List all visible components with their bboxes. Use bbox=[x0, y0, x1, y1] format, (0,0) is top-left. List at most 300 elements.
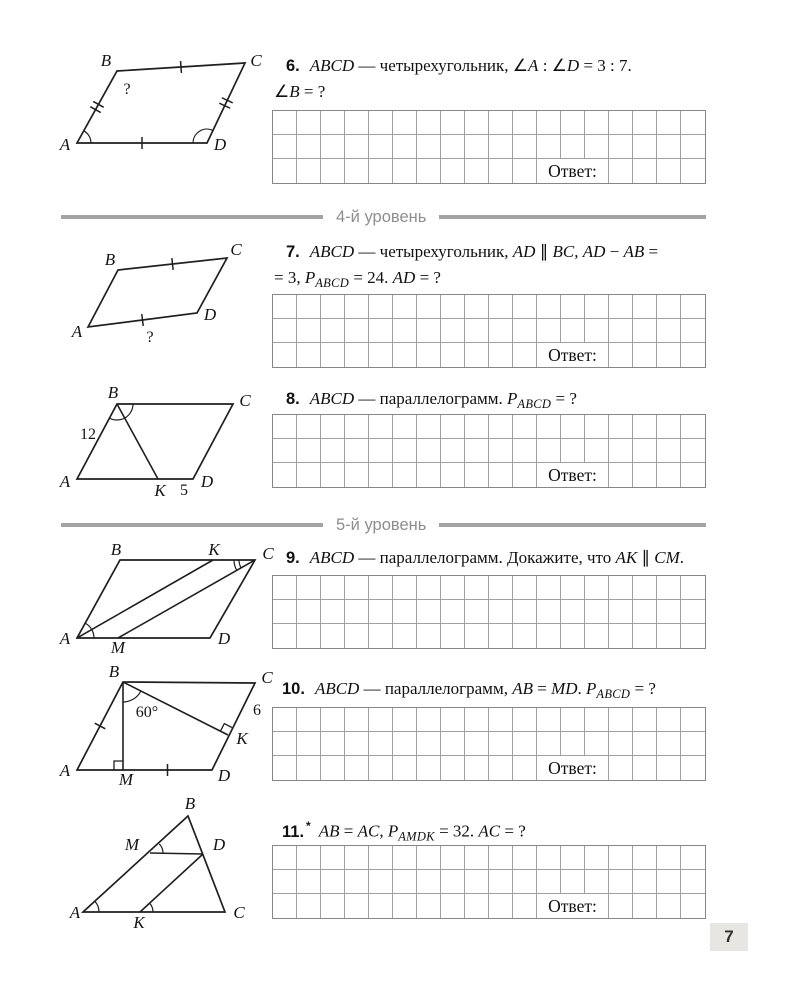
grid-cell[interactable] bbox=[513, 111, 537, 135]
grid-cell[interactable] bbox=[537, 439, 561, 463]
grid-cell[interactable] bbox=[417, 624, 441, 648]
grid-cell[interactable] bbox=[417, 732, 441, 756]
grid-cell[interactable] bbox=[321, 295, 345, 319]
grid-cell[interactable] bbox=[513, 756, 537, 780]
grid-cell[interactable] bbox=[297, 624, 321, 648]
answer-grid[interactable] bbox=[272, 707, 706, 781]
grid-cell[interactable] bbox=[321, 159, 345, 183]
grid-cell[interactable] bbox=[441, 111, 465, 135]
grid-cell[interactable] bbox=[633, 415, 657, 439]
grid-cell[interactable] bbox=[273, 415, 297, 439]
grid-cell[interactable] bbox=[417, 756, 441, 780]
grid-cell[interactable] bbox=[489, 600, 513, 624]
grid-cell[interactable] bbox=[657, 600, 681, 624]
grid-cell[interactable] bbox=[321, 463, 345, 487]
grid-cell[interactable] bbox=[513, 894, 537, 918]
grid-cell[interactable] bbox=[657, 295, 681, 319]
grid-cell[interactable] bbox=[417, 576, 441, 600]
grid-cell[interactable] bbox=[657, 111, 681, 135]
grid-cell[interactable] bbox=[345, 732, 369, 756]
grid-cell[interactable] bbox=[489, 159, 513, 183]
grid-cell[interactable] bbox=[609, 439, 633, 463]
grid-cell[interactable] bbox=[393, 576, 417, 600]
grid-cell[interactable] bbox=[513, 576, 537, 600]
grid-cell[interactable] bbox=[681, 894, 705, 918]
grid-cell[interactable] bbox=[297, 846, 321, 870]
grid-cell[interactable] bbox=[441, 463, 465, 487]
grid-cell[interactable] bbox=[393, 439, 417, 463]
grid-cell[interactable] bbox=[345, 319, 369, 343]
grid-cell[interactable] bbox=[681, 600, 705, 624]
grid-cell[interactable] bbox=[369, 343, 393, 367]
grid-cell[interactable] bbox=[657, 319, 681, 343]
grid-cell[interactable] bbox=[681, 319, 705, 343]
grid-cell[interactable] bbox=[297, 319, 321, 343]
grid-cell[interactable] bbox=[537, 415, 561, 439]
grid-cell[interactable] bbox=[537, 708, 561, 732]
grid-cell[interactable] bbox=[273, 343, 297, 367]
grid-cell[interactable] bbox=[465, 295, 489, 319]
grid-cell[interactable] bbox=[345, 111, 369, 135]
grid-cell[interactable] bbox=[513, 439, 537, 463]
grid-cell[interactable] bbox=[681, 624, 705, 648]
grid-cell[interactable] bbox=[585, 415, 609, 439]
grid-cell[interactable] bbox=[369, 756, 393, 780]
grid-cell[interactable] bbox=[441, 319, 465, 343]
grid-cell[interactable] bbox=[417, 135, 441, 159]
grid-cell[interactable] bbox=[609, 343, 633, 367]
grid-cell[interactable] bbox=[369, 600, 393, 624]
grid-cell[interactable] bbox=[465, 894, 489, 918]
grid-cell[interactable] bbox=[585, 870, 609, 894]
grid-cell[interactable] bbox=[681, 463, 705, 487]
grid-cell[interactable] bbox=[393, 343, 417, 367]
grid-cell[interactable] bbox=[489, 343, 513, 367]
grid-cell[interactable] bbox=[489, 111, 513, 135]
grid-cell[interactable] bbox=[513, 624, 537, 648]
grid-cell[interactable] bbox=[537, 600, 561, 624]
grid-cell[interactable] bbox=[537, 624, 561, 648]
grid-cell[interactable] bbox=[369, 576, 393, 600]
grid-cell[interactable] bbox=[393, 463, 417, 487]
grid-cell[interactable] bbox=[513, 600, 537, 624]
grid-cell[interactable] bbox=[657, 870, 681, 894]
grid-cell[interactable] bbox=[585, 846, 609, 870]
grid-cell[interactable] bbox=[321, 135, 345, 159]
grid-cell[interactable] bbox=[489, 439, 513, 463]
grid-cell[interactable] bbox=[585, 295, 609, 319]
grid-cell[interactable] bbox=[681, 295, 705, 319]
grid-cell[interactable] bbox=[633, 756, 657, 780]
grid-cell[interactable] bbox=[393, 135, 417, 159]
grid-cell[interactable] bbox=[681, 415, 705, 439]
grid-cell[interactable] bbox=[609, 600, 633, 624]
grid-cell[interactable] bbox=[633, 159, 657, 183]
grid-cell[interactable] bbox=[465, 111, 489, 135]
grid-cell[interactable] bbox=[465, 319, 489, 343]
grid-cell[interactable] bbox=[561, 439, 585, 463]
grid-cell[interactable] bbox=[297, 894, 321, 918]
grid-cell[interactable] bbox=[393, 846, 417, 870]
grid-cell[interactable] bbox=[633, 295, 657, 319]
grid-cell[interactable] bbox=[561, 415, 585, 439]
grid-cell[interactable] bbox=[633, 846, 657, 870]
answer-grid[interactable] bbox=[272, 110, 706, 184]
grid-cell[interactable] bbox=[441, 295, 465, 319]
grid-cell[interactable] bbox=[393, 756, 417, 780]
grid-cell[interactable] bbox=[609, 111, 633, 135]
grid-cell[interactable] bbox=[345, 159, 369, 183]
grid-cell[interactable] bbox=[345, 600, 369, 624]
grid-cell[interactable] bbox=[273, 708, 297, 732]
grid-cell[interactable] bbox=[489, 576, 513, 600]
grid-cell[interactable] bbox=[633, 343, 657, 367]
grid-cell[interactable] bbox=[633, 600, 657, 624]
grid-cell[interactable] bbox=[393, 600, 417, 624]
grid-cell[interactable] bbox=[513, 343, 537, 367]
grid-cell[interactable] bbox=[513, 415, 537, 439]
grid-cell[interactable] bbox=[489, 732, 513, 756]
grid-cell[interactable] bbox=[345, 576, 369, 600]
grid-cell[interactable] bbox=[633, 576, 657, 600]
grid-cell[interactable] bbox=[561, 111, 585, 135]
grid-cell[interactable] bbox=[633, 732, 657, 756]
grid-cell[interactable] bbox=[537, 111, 561, 135]
grid-cell[interactable] bbox=[657, 708, 681, 732]
grid-cell[interactable] bbox=[561, 576, 585, 600]
grid-cell[interactable] bbox=[345, 846, 369, 870]
grid-cell[interactable] bbox=[345, 870, 369, 894]
grid-cell[interactable] bbox=[537, 135, 561, 159]
grid-cell[interactable] bbox=[489, 756, 513, 780]
grid-cell[interactable] bbox=[585, 708, 609, 732]
grid-cell[interactable] bbox=[345, 415, 369, 439]
grid-cell[interactable] bbox=[681, 756, 705, 780]
grid-cell[interactable] bbox=[657, 732, 681, 756]
grid-cell[interactable] bbox=[609, 870, 633, 894]
grid-cell[interactable] bbox=[273, 111, 297, 135]
grid-cell[interactable] bbox=[489, 135, 513, 159]
grid-cell[interactable] bbox=[657, 343, 681, 367]
grid-cell[interactable] bbox=[489, 319, 513, 343]
grid-cell[interactable] bbox=[273, 159, 297, 183]
grid-cell[interactable] bbox=[345, 343, 369, 367]
grid-cell[interactable] bbox=[393, 870, 417, 894]
grid-cell[interactable] bbox=[609, 756, 633, 780]
grid-cell[interactable] bbox=[513, 463, 537, 487]
grid-cell[interactable] bbox=[273, 439, 297, 463]
grid-cell[interactable] bbox=[657, 756, 681, 780]
grid-cell[interactable] bbox=[369, 708, 393, 732]
grid-cell[interactable] bbox=[297, 756, 321, 780]
grid-cell[interactable] bbox=[513, 319, 537, 343]
grid-cell[interactable] bbox=[369, 111, 393, 135]
answer-grid[interactable] bbox=[272, 845, 706, 919]
grid-cell[interactable] bbox=[417, 870, 441, 894]
grid-cell[interactable] bbox=[609, 624, 633, 648]
grid-cell[interactable] bbox=[561, 600, 585, 624]
grid-cell[interactable] bbox=[513, 846, 537, 870]
grid-cell[interactable] bbox=[321, 576, 345, 600]
grid-cell[interactable] bbox=[273, 463, 297, 487]
grid-cell[interactable] bbox=[441, 756, 465, 780]
grid-cell[interactable] bbox=[297, 600, 321, 624]
grid-cell[interactable] bbox=[393, 295, 417, 319]
grid-cell[interactable] bbox=[537, 732, 561, 756]
grid-cell[interactable] bbox=[561, 319, 585, 343]
grid-cell[interactable] bbox=[513, 295, 537, 319]
grid-cell[interactable] bbox=[345, 295, 369, 319]
grid-cell[interactable] bbox=[345, 894, 369, 918]
grid-cell[interactable] bbox=[441, 159, 465, 183]
grid-cell[interactable] bbox=[489, 463, 513, 487]
grid-cell[interactable] bbox=[321, 319, 345, 343]
grid-cell[interactable] bbox=[273, 756, 297, 780]
grid-cell[interactable] bbox=[369, 894, 393, 918]
grid-cell[interactable] bbox=[465, 732, 489, 756]
grid-cell[interactable] bbox=[297, 295, 321, 319]
grid-cell[interactable] bbox=[657, 439, 681, 463]
grid-cell[interactable] bbox=[585, 319, 609, 343]
grid-cell[interactable] bbox=[321, 343, 345, 367]
grid-cell[interactable] bbox=[345, 708, 369, 732]
grid-cell[interactable] bbox=[465, 576, 489, 600]
grid-cell[interactable] bbox=[561, 846, 585, 870]
grid-cell[interactable] bbox=[609, 295, 633, 319]
grid-cell[interactable] bbox=[465, 708, 489, 732]
grid-cell[interactable] bbox=[321, 624, 345, 648]
grid-cell[interactable] bbox=[585, 732, 609, 756]
grid-cell[interactable] bbox=[345, 756, 369, 780]
grid-cell[interactable] bbox=[273, 319, 297, 343]
grid-cell[interactable] bbox=[369, 846, 393, 870]
grid-cell[interactable] bbox=[417, 708, 441, 732]
grid-cell[interactable] bbox=[681, 732, 705, 756]
grid-cell[interactable] bbox=[273, 894, 297, 918]
answer-grid[interactable] bbox=[272, 294, 706, 368]
grid-cell[interactable] bbox=[417, 295, 441, 319]
grid-cell[interactable] bbox=[537, 870, 561, 894]
grid-cell[interactable] bbox=[633, 624, 657, 648]
grid-cell[interactable] bbox=[273, 135, 297, 159]
grid-cell[interactable] bbox=[513, 159, 537, 183]
grid-cell[interactable] bbox=[441, 624, 465, 648]
grid-cell[interactable] bbox=[297, 415, 321, 439]
grid-cell[interactable] bbox=[345, 135, 369, 159]
grid-cell[interactable] bbox=[393, 732, 417, 756]
grid-cell[interactable] bbox=[345, 439, 369, 463]
grid-cell[interactable] bbox=[393, 894, 417, 918]
grid-cell[interactable] bbox=[465, 463, 489, 487]
grid-cell[interactable] bbox=[297, 463, 321, 487]
grid-cell[interactable] bbox=[609, 708, 633, 732]
grid-cell[interactable] bbox=[489, 870, 513, 894]
grid-cell[interactable] bbox=[321, 870, 345, 894]
grid-cell[interactable] bbox=[321, 439, 345, 463]
grid-cell[interactable] bbox=[417, 463, 441, 487]
grid-cell[interactable] bbox=[609, 576, 633, 600]
grid-cell[interactable] bbox=[441, 576, 465, 600]
grid-cell[interactable] bbox=[513, 708, 537, 732]
grid-cell[interactable] bbox=[417, 415, 441, 439]
grid-cell[interactable] bbox=[369, 732, 393, 756]
grid-cell[interactable] bbox=[657, 415, 681, 439]
grid-cell[interactable] bbox=[513, 870, 537, 894]
grid-cell[interactable] bbox=[489, 846, 513, 870]
grid-cell[interactable] bbox=[273, 870, 297, 894]
grid-cell[interactable] bbox=[417, 846, 441, 870]
grid-cell[interactable] bbox=[321, 846, 345, 870]
grid-cell[interactable] bbox=[585, 576, 609, 600]
grid-cell[interactable] bbox=[561, 624, 585, 648]
grid-cell[interactable] bbox=[321, 894, 345, 918]
grid-cell[interactable] bbox=[657, 159, 681, 183]
grid-cell[interactable] bbox=[321, 708, 345, 732]
grid-cell[interactable] bbox=[681, 135, 705, 159]
grid-cell[interactable] bbox=[561, 708, 585, 732]
grid-cell[interactable] bbox=[633, 894, 657, 918]
grid-cell[interactable] bbox=[273, 576, 297, 600]
grid-cell[interactable] bbox=[441, 708, 465, 732]
grid-cell[interactable] bbox=[681, 343, 705, 367]
grid-cell[interactable] bbox=[465, 415, 489, 439]
grid-cell[interactable] bbox=[297, 135, 321, 159]
grid-cell[interactable] bbox=[609, 319, 633, 343]
grid-cell[interactable] bbox=[633, 708, 657, 732]
answer-grid[interactable] bbox=[272, 414, 706, 488]
grid-cell[interactable] bbox=[441, 846, 465, 870]
grid-cell[interactable] bbox=[297, 870, 321, 894]
grid-cell[interactable] bbox=[441, 135, 465, 159]
grid-cell[interactable] bbox=[465, 600, 489, 624]
grid-cell[interactable] bbox=[441, 343, 465, 367]
grid-cell[interactable] bbox=[393, 415, 417, 439]
grid-cell[interactable] bbox=[297, 732, 321, 756]
grid-cell[interactable] bbox=[561, 870, 585, 894]
grid-cell[interactable] bbox=[321, 415, 345, 439]
grid-cell[interactable] bbox=[273, 600, 297, 624]
grid-cell[interactable] bbox=[681, 870, 705, 894]
grid-cell[interactable] bbox=[633, 870, 657, 894]
grid-cell[interactable] bbox=[657, 576, 681, 600]
grid-cell[interactable] bbox=[417, 894, 441, 918]
grid-cell[interactable] bbox=[609, 135, 633, 159]
grid-cell[interactable] bbox=[489, 415, 513, 439]
grid-cell[interactable] bbox=[585, 600, 609, 624]
grid-cell[interactable] bbox=[417, 343, 441, 367]
grid-cell[interactable] bbox=[561, 135, 585, 159]
grid-cell[interactable] bbox=[369, 415, 393, 439]
grid-cell[interactable] bbox=[321, 600, 345, 624]
grid-cell[interactable] bbox=[273, 732, 297, 756]
grid-cell[interactable] bbox=[585, 439, 609, 463]
grid-cell[interactable] bbox=[417, 319, 441, 343]
grid-cell[interactable] bbox=[609, 415, 633, 439]
grid-cell[interactable] bbox=[681, 576, 705, 600]
grid-cell[interactable] bbox=[585, 111, 609, 135]
grid-cell[interactable] bbox=[321, 111, 345, 135]
grid-cell[interactable] bbox=[489, 295, 513, 319]
grid-cell[interactable] bbox=[585, 135, 609, 159]
grid-cell[interactable] bbox=[609, 159, 633, 183]
grid-cell[interactable] bbox=[297, 343, 321, 367]
grid-cell[interactable] bbox=[489, 894, 513, 918]
grid-cell[interactable] bbox=[321, 732, 345, 756]
grid-cell[interactable] bbox=[633, 463, 657, 487]
grid-cell[interactable] bbox=[369, 159, 393, 183]
grid-cell[interactable] bbox=[393, 319, 417, 343]
grid-cell[interactable] bbox=[513, 135, 537, 159]
grid-cell[interactable] bbox=[609, 732, 633, 756]
grid-cell[interactable] bbox=[273, 295, 297, 319]
grid-cell[interactable] bbox=[345, 624, 369, 648]
grid-cell[interactable] bbox=[585, 624, 609, 648]
grid-cell[interactable] bbox=[273, 624, 297, 648]
grid-cell[interactable] bbox=[441, 732, 465, 756]
grid-cell[interactable] bbox=[681, 708, 705, 732]
grid-cell[interactable] bbox=[273, 846, 297, 870]
grid-cell[interactable] bbox=[441, 894, 465, 918]
grid-cell[interactable] bbox=[393, 111, 417, 135]
grid-cell[interactable] bbox=[345, 463, 369, 487]
grid-cell[interactable] bbox=[297, 439, 321, 463]
grid-cell[interactable] bbox=[489, 708, 513, 732]
grid-cell[interactable] bbox=[393, 708, 417, 732]
grid-cell[interactable] bbox=[369, 463, 393, 487]
grid-cell[interactable] bbox=[609, 463, 633, 487]
grid-cell[interactable] bbox=[369, 870, 393, 894]
grid-cell[interactable] bbox=[369, 135, 393, 159]
grid-cell[interactable] bbox=[369, 319, 393, 343]
grid-cell[interactable] bbox=[681, 111, 705, 135]
grid-cell[interactable] bbox=[633, 111, 657, 135]
grid-cell[interactable] bbox=[561, 732, 585, 756]
grid-cell[interactable] bbox=[633, 135, 657, 159]
grid-cell[interactable] bbox=[465, 135, 489, 159]
grid-cell[interactable] bbox=[561, 295, 585, 319]
grid-cell[interactable] bbox=[297, 159, 321, 183]
grid-cell[interactable] bbox=[537, 846, 561, 870]
grid-cell[interactable] bbox=[465, 624, 489, 648]
grid-cell[interactable] bbox=[489, 624, 513, 648]
grid-cell[interactable] bbox=[297, 708, 321, 732]
grid-cell[interactable] bbox=[657, 463, 681, 487]
grid-cell[interactable] bbox=[657, 135, 681, 159]
grid-cell[interactable] bbox=[465, 870, 489, 894]
grid-cell[interactable] bbox=[465, 159, 489, 183]
grid-cell[interactable] bbox=[441, 439, 465, 463]
grid-cell[interactable] bbox=[393, 159, 417, 183]
grid-cell[interactable] bbox=[465, 756, 489, 780]
grid-cell[interactable] bbox=[609, 894, 633, 918]
grid-cell[interactable] bbox=[681, 159, 705, 183]
grid-cell[interactable] bbox=[369, 624, 393, 648]
grid-cell[interactable] bbox=[441, 600, 465, 624]
grid-cell[interactable] bbox=[681, 846, 705, 870]
grid-cell[interactable] bbox=[537, 319, 561, 343]
grid-cell[interactable] bbox=[369, 295, 393, 319]
grid-cell[interactable] bbox=[417, 159, 441, 183]
grid-cell[interactable] bbox=[657, 624, 681, 648]
grid-cell[interactable] bbox=[417, 600, 441, 624]
grid-cell[interactable] bbox=[681, 439, 705, 463]
grid-cell[interactable] bbox=[537, 295, 561, 319]
grid-cell[interactable] bbox=[417, 111, 441, 135]
grid-cell[interactable] bbox=[633, 439, 657, 463]
grid-cell[interactable] bbox=[657, 894, 681, 918]
answer-grid[interactable] bbox=[272, 575, 706, 649]
grid-cell[interactable] bbox=[441, 415, 465, 439]
